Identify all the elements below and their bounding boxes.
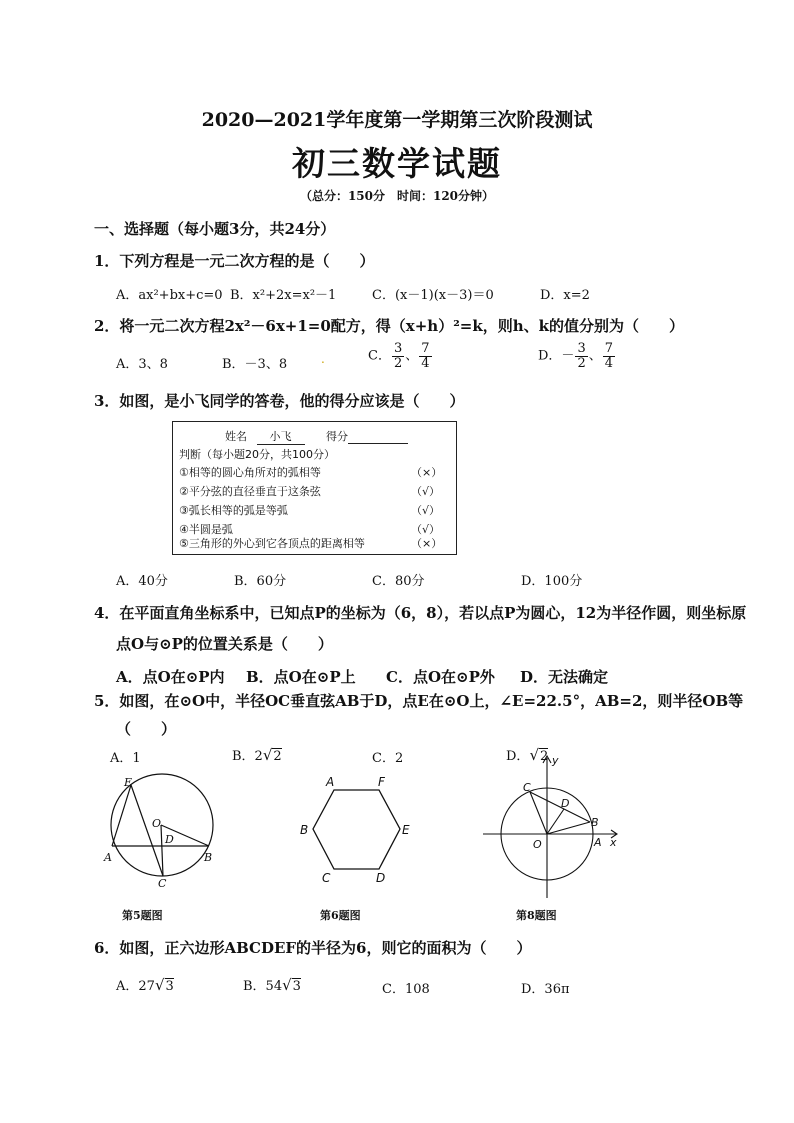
exam-subtitle: 初三数学试题: [292, 144, 502, 183]
q6-option-d: D．36π: [521, 982, 570, 997]
q6-option-b: B．54√3: [243, 976, 301, 994]
q6-option-a: A．27√3: [116, 976, 174, 994]
fig5-label-o: O: [152, 817, 162, 830]
score-blank: [348, 430, 408, 444]
fig6-label-b: B: [300, 823, 309, 837]
card-item-text: ③弧长相等的弧是等弧: [179, 504, 288, 517]
fig6-label-d: D: [376, 871, 386, 885]
card-item-mark: （×）: [411, 466, 443, 479]
q4-option-c: C．点O在⊙P外: [386, 668, 495, 686]
fig6-label-a: A: [326, 775, 335, 789]
fig6-label-c: C: [322, 871, 331, 885]
q2-option-c: C． $\frac{3}{2}$ 、 $\frac{7}{4}$: [368, 341, 430, 371]
q3-option-b: B．60分: [234, 574, 287, 589]
fraction: $\frac{3}{2}$: [393, 341, 403, 371]
fig8-label-o: O: [533, 838, 542, 851]
name-value: 小飞: [257, 428, 305, 445]
exam-meta: （总分：150分 时间：120分钟）: [299, 189, 495, 203]
fig6-label-e: E: [402, 823, 410, 837]
q2-stem: 2．将一元二次方程2x²－6x+1=0配方，得（x+h）²=k，则h、k的值分别为（ ）: [94, 317, 685, 335]
card-item-mark: （√）: [411, 504, 441, 517]
q3-stem: 3．如图，是小飞同学的答卷，他的得分应该是（ ）: [94, 392, 465, 410]
q5-option-d: D．√2: [506, 746, 549, 764]
radicand: 3: [165, 979, 174, 994]
q5-stem-line1: 5．如图，在⊙O中，半径OC垂直弦AB于D，点E在⊙O上，∠E=22.5°，AB=2，则半径OB等: [94, 692, 744, 710]
q1-option-b: B．x²+2x=x²－1: [230, 288, 337, 303]
radicand: 2: [273, 749, 282, 764]
fig8-label-x: x: [610, 836, 617, 849]
fig5-label-e: E: [124, 776, 133, 789]
figure-5-caption: 第5题图: [122, 909, 163, 922]
q4-option-a: A．点O在⊙P内: [116, 668, 225, 686]
card-header: 姓名 小飞 得分: [225, 428, 408, 445]
q1-option-c: C．(x－1)(x－3)＝0: [372, 288, 494, 303]
exam-title: 2020—2021学年度第一学期第三次阶段测试: [201, 109, 593, 131]
fig5-label-b: B: [204, 851, 213, 864]
fraction: $\frac{7}{4}$: [604, 341, 614, 371]
q4-stem-line1: 4．在平面直角坐标系中，已知点P的坐标为（6，8），若以点P为圆心，12为半径作圆，则坐标原: [94, 604, 747, 622]
q1-option-a: A．ax²+bx+c=0: [116, 288, 223, 303]
fraction: $\frac{3}{2}$: [577, 341, 586, 371]
card-item-mark: （√）: [411, 523, 441, 536]
figure-5-circle: [100, 770, 230, 895]
fig5-label-d: D: [165, 833, 174, 846]
q5-stem-line2: （ ）: [116, 720, 177, 738]
fig5-radius-oc: [161, 825, 163, 876]
figure-6-hexagon: [292, 772, 422, 887]
q1-stem: 1．下列方程是一元二次方程的是（ ）: [94, 252, 375, 270]
q5-option-a: A．1: [110, 751, 141, 766]
fig8-label-d: D: [561, 797, 570, 810]
stray-dot: .: [321, 352, 325, 366]
q4-stem-line2: 点O与⊙P的位置关系是（ ）: [116, 635, 333, 653]
figure-8-caption: 第8题图: [516, 909, 557, 922]
q4-option-d: D．无法确定: [520, 668, 609, 686]
card-item-text: ①相等的圆心角所对的弧相等: [179, 466, 321, 479]
fig5-label-a: A: [104, 851, 112, 864]
fraction: $\frac{7}{4}$: [421, 341, 430, 371]
fig6-label-f: F: [378, 775, 385, 789]
q2-option-d: D．－ $\frac{3}{2}$ 、 $\frac{7}{4}$: [538, 341, 614, 371]
card-item-text: ⑤三角形的外心到它各顶点的距离相等: [179, 537, 365, 550]
q2-option-d-prefix: D．－: [538, 348, 575, 364]
q6-option-c: C．108: [382, 982, 430, 997]
fig8-label-b: B: [591, 816, 599, 829]
card-intro: 判断（每小题20分，共100分）: [179, 448, 335, 461]
q2-option-c-prefix: C．: [368, 348, 391, 364]
q5-option-b: B．2√2: [232, 746, 282, 764]
fig6-hexagon-shape: [313, 790, 400, 869]
fig5-line-ec: [131, 785, 163, 876]
card-item-text: ④半圆是弧: [179, 523, 233, 536]
card-item-mark: （√）: [411, 485, 441, 498]
q5-option-c: C．2: [372, 751, 404, 766]
figure-8-coordinate-circle: [478, 752, 623, 902]
answer-sheet-card: [172, 421, 457, 555]
figure-6-caption: 第6题图: [320, 909, 361, 922]
q3-option-a: A．40分: [116, 574, 168, 589]
radicand: 2: [540, 749, 549, 764]
q2-option-a: A．3、8: [116, 357, 168, 372]
fig8-label-c: C: [523, 781, 531, 794]
radicand: 3: [292, 979, 301, 994]
fig8-line-oc: [530, 792, 547, 834]
fig5-label-c: C: [158, 877, 167, 890]
card-item-mark: （×）: [411, 537, 443, 550]
q4-option-b: B．点O在⊙P上: [246, 668, 356, 686]
fig8-label-a: A: [594, 836, 602, 849]
q3-option-c: C．80分: [372, 574, 425, 589]
q1-option-d: D．x=2: [540, 288, 590, 303]
fig8-chord-cb: [530, 792, 590, 822]
section-heading: 一、选择题（每小题3分，共24分）: [94, 220, 336, 238]
q2-option-b: B．－3、8: [222, 357, 288, 372]
q6-stem: 6．如图，正六边形ABCDEF的半径为6，则它的面积为（ ）: [94, 939, 532, 957]
card-item-text: ②平分弦的直径垂直于这条弦: [179, 485, 321, 498]
fig8-label-y: y: [552, 754, 559, 767]
q3-option-d: D．100分: [521, 574, 583, 589]
